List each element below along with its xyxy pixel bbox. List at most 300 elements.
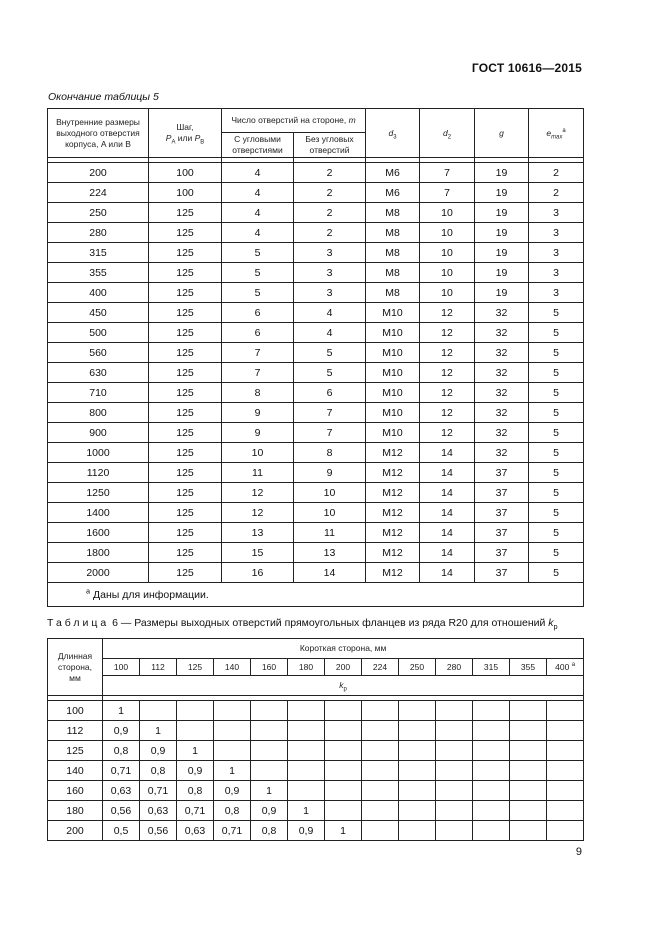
table-cell (399, 781, 436, 801)
table-cell: 2000 (48, 563, 149, 583)
table-row (48, 423, 584, 443)
table-row (48, 223, 584, 243)
table-cell: M12 (366, 463, 420, 483)
table-cell: 9 (222, 423, 294, 443)
table-cell: 10 (420, 283, 475, 303)
table-row (48, 343, 584, 363)
table-cell: 12 (420, 403, 475, 423)
table-cell: 2 (294, 163, 366, 183)
table-cell (547, 761, 584, 781)
table-cell (325, 741, 362, 761)
header-kp (103, 676, 584, 696)
table-row (48, 163, 584, 183)
column-header (399, 659, 436, 676)
table-cell: 4 (222, 223, 294, 243)
table-cell: 1600 (48, 523, 149, 543)
table-cell: 5 (529, 303, 584, 323)
table-cell: M10 (366, 363, 420, 383)
table-cell (325, 781, 362, 801)
header-with-corner: С угловыми отверстиями (222, 133, 294, 158)
table-row (48, 403, 584, 423)
table-cell (399, 721, 436, 741)
header-pitch-symbol-a: P (165, 133, 172, 143)
table-cell: 0,8 (103, 741, 140, 761)
table-cell: 5 (529, 383, 584, 403)
table-cell: 14 (294, 563, 366, 583)
column-header-label: 200 (335, 661, 351, 672)
table-cell: 32 (475, 423, 529, 443)
table-cell: 0,63 (140, 801, 177, 821)
table-cell: 10 (420, 243, 475, 263)
table-cell (140, 701, 177, 721)
table-cell: 3 (529, 263, 584, 283)
table-row (48, 523, 584, 543)
table-cell: 12 (420, 343, 475, 363)
table-cell: 100 (149, 183, 222, 203)
table-cell: 224 (48, 183, 149, 203)
table-cell: 7 (222, 343, 294, 363)
table-cell: 5 (529, 563, 584, 583)
table-cell: 1 (325, 821, 362, 841)
table-cell: 0,8 (177, 781, 214, 801)
header-inner-size: Внутренние размеры выходного отверстия корпуса, A или B (48, 109, 149, 158)
table-cell: 3 (529, 223, 584, 243)
table-cell: 5 (529, 323, 584, 343)
table-cell: 19 (475, 263, 529, 283)
table-cell (473, 821, 510, 841)
row-header-cell: 160 (48, 781, 103, 801)
table-cell: 125 (149, 323, 222, 343)
table-cell (510, 821, 547, 841)
table-cell: 0,9 (288, 821, 325, 841)
table-cell (436, 781, 473, 801)
table-cell: 12 (420, 423, 475, 443)
column-header-label: 355 (520, 661, 536, 672)
table-cell (362, 781, 399, 801)
header-long-side: Длинная сторона, мм (48, 639, 103, 696)
table-cell (473, 741, 510, 761)
table-cell: 1250 (48, 483, 149, 503)
table-cell: 0,71 (214, 821, 251, 841)
table-cell: 11 (222, 463, 294, 483)
table-cell: M12 (366, 563, 420, 583)
header-pitch (149, 109, 222, 158)
table-cell (547, 801, 584, 821)
table-cell: 125 (149, 503, 222, 523)
table-cell: 5 (222, 263, 294, 283)
table-cell: 5 (529, 503, 584, 523)
table-row (48, 363, 584, 383)
table-cell: 19 (475, 243, 529, 263)
header-short-side: Короткая сторона, мм (103, 639, 584, 659)
header-kp-symbol: k (339, 680, 344, 690)
table-cell: 125 (149, 523, 222, 543)
table-cell (473, 801, 510, 821)
column-header (177, 659, 214, 676)
table-cell (436, 701, 473, 721)
table-row (48, 741, 584, 761)
table-cell: 32 (475, 443, 529, 463)
table-cell: 3 (294, 263, 366, 283)
table-cell (510, 741, 547, 761)
table-row (48, 781, 584, 801)
column-header-label: 250 (409, 661, 425, 672)
table-cell: 19 (475, 223, 529, 243)
table-cell: 1000 (48, 443, 149, 463)
table-cell: 125 (149, 563, 222, 583)
table-cell: 12 (420, 323, 475, 343)
table-cell: 32 (475, 303, 529, 323)
table-cell (547, 721, 584, 741)
table-cell: 2 (529, 163, 584, 183)
table-cell: 500 (48, 323, 149, 343)
table-cell (436, 761, 473, 781)
table-row (48, 463, 584, 483)
header-emax-sub: max (551, 134, 563, 141)
column-header (214, 659, 251, 676)
table-cell: 10 (420, 203, 475, 223)
table-cell: 7 (420, 183, 475, 203)
table6-caption-label: Таблица (47, 617, 110, 629)
header-pitch-prefix: Шаг, (176, 122, 194, 132)
table-cell: 37 (475, 543, 529, 563)
table-cell: M10 (366, 423, 420, 443)
header-kp-sub: p (343, 686, 347, 693)
column-header-label: 280 (446, 661, 462, 672)
table-cell: 3 (294, 243, 366, 263)
table-cell (510, 781, 547, 801)
table-cell: 19 (475, 163, 529, 183)
table-cell: 12 (420, 303, 475, 323)
table-cell: 800 (48, 403, 149, 423)
table-cell: 5 (529, 543, 584, 563)
table-cell: 16 (222, 563, 294, 583)
table-cell: 100 (149, 163, 222, 183)
header-emax (529, 109, 584, 158)
table6-caption-symbol: k (548, 617, 554, 629)
table-cell: 1 (214, 761, 251, 781)
column-header-label: 400 (555, 661, 570, 672)
header-without-corner: Без угловых отверстий (294, 133, 366, 158)
table-cell: 125 (149, 543, 222, 563)
table-cell: 14 (420, 563, 475, 583)
column-header (140, 659, 177, 676)
table-cell (399, 761, 436, 781)
table6-column-headers (48, 659, 584, 676)
table-row (48, 203, 584, 223)
table-cell (288, 741, 325, 761)
table-cell: 10 (294, 483, 366, 503)
table-row (48, 303, 584, 323)
table-row (48, 721, 584, 741)
table-cell: 14 (420, 523, 475, 543)
table-cell: M8 (366, 283, 420, 303)
table-cell: 5 (529, 403, 584, 423)
header-g (475, 109, 529, 158)
row-header-cell: 125 (48, 741, 103, 761)
table-cell: 5 (529, 443, 584, 463)
column-header-label: 100 (113, 661, 129, 672)
column-header-label: 180 (298, 661, 314, 672)
table-cell (251, 761, 288, 781)
header-holes-count-text: Число отверстий на стороне, (231, 115, 347, 125)
table-row (48, 761, 584, 781)
table-cell (251, 701, 288, 721)
table-cell: 3 (529, 203, 584, 223)
header-d3 (366, 109, 420, 158)
table-cell: 5 (222, 283, 294, 303)
table-cell: 6 (222, 303, 294, 323)
table-cell (362, 761, 399, 781)
table-cell: 0,8 (251, 821, 288, 841)
table-cell (399, 801, 436, 821)
table-row (48, 503, 584, 523)
table-cell: 19 (475, 183, 529, 203)
table-cell: 4 (222, 203, 294, 223)
table-cell: 32 (475, 323, 529, 343)
table-cell: 12 (222, 503, 294, 523)
table-cell (251, 741, 288, 761)
table-cell (547, 701, 584, 721)
table-cell: M8 (366, 203, 420, 223)
table-cell: 3 (294, 283, 366, 303)
row-header-cell: 180 (48, 801, 103, 821)
table-cell: 14 (420, 443, 475, 463)
table-cell: 125 (149, 303, 222, 323)
table-cell: 280 (48, 223, 149, 243)
column-header (547, 659, 584, 676)
column-header-label: 315 (483, 661, 499, 672)
column-header (325, 659, 362, 676)
table6-caption-text: 6 — Размеры выходных отверстий прямоугольных фланцев из ряда R20 для отношений (109, 617, 549, 629)
table-cell: 710 (48, 383, 149, 403)
table-cell: M12 (366, 483, 420, 503)
table-row (48, 183, 584, 203)
table-cell: 125 (149, 243, 222, 263)
table-cell: 0,56 (140, 821, 177, 841)
table-cell: 5 (294, 363, 366, 383)
table6-caption-sub: p (553, 622, 558, 632)
table-row (48, 563, 584, 583)
table-cell: 0,63 (103, 781, 140, 801)
table-cell: 450 (48, 303, 149, 323)
table-cell: 6 (222, 323, 294, 343)
table-cell: 125 (149, 423, 222, 443)
table-cell: 12 (420, 363, 475, 383)
column-header (251, 659, 288, 676)
table-cell: 14 (420, 463, 475, 483)
table6-caption (47, 617, 558, 632)
table-cell: 4 (294, 323, 366, 343)
table-cell: 0,8 (140, 761, 177, 781)
table-cell: 9 (222, 403, 294, 423)
header-emax-symbol: e (546, 127, 552, 138)
table-cell (288, 781, 325, 801)
table-cell (288, 761, 325, 781)
row-header-cell: 100 (48, 701, 103, 721)
table-row (48, 243, 584, 263)
column-header (103, 659, 140, 676)
table-cell: 6 (294, 383, 366, 403)
header-pitch-sub-b: B (200, 139, 205, 146)
table-cell: 19 (475, 203, 529, 223)
table-cell (436, 721, 473, 741)
table-cell (547, 741, 584, 761)
header-d2-sub: 2 (447, 134, 452, 141)
column-header (473, 659, 510, 676)
table-cell: 2 (529, 183, 584, 203)
table-row (48, 801, 584, 821)
table-cell: 12 (222, 483, 294, 503)
table-cell: 5 (529, 343, 584, 363)
table-cell: 125 (149, 363, 222, 383)
table5-caption: Окончание таблицы 5 (48, 91, 159, 103)
table-cell: M10 (366, 303, 420, 323)
table-cell: 315 (48, 243, 149, 263)
table-cell: 13 (294, 543, 366, 563)
table-cell: 0,56 (103, 801, 140, 821)
table-cell: M12 (366, 443, 420, 463)
table-cell: 0,71 (140, 781, 177, 801)
table-cell: 125 (149, 443, 222, 463)
header-d2-symbol: d (442, 127, 448, 138)
table-cell: 37 (475, 523, 529, 543)
table-cell: 400 (48, 283, 149, 303)
table-cell: 19 (475, 283, 529, 303)
table-cell: 125 (149, 223, 222, 243)
column-header-note-mark: a (571, 661, 576, 668)
row-header-cell: 112 (48, 721, 103, 741)
column-header-label: 112 (151, 661, 165, 672)
table-cell: 0,8 (214, 801, 251, 821)
table-cell: 630 (48, 363, 149, 383)
table-cell (362, 701, 399, 721)
table-cell: 1800 (48, 543, 149, 563)
row-header-cell: 140 (48, 761, 103, 781)
table-cell: 11 (294, 523, 366, 543)
table-cell: 10 (420, 223, 475, 243)
table-cell: 32 (475, 383, 529, 403)
header-d3-sub: 3 (393, 134, 397, 141)
table-row (48, 283, 584, 303)
table-row (48, 821, 584, 841)
table-cell: 14 (420, 483, 475, 503)
table-row (48, 483, 584, 503)
table-cell (362, 801, 399, 821)
row-header-cell: 200 (48, 821, 103, 841)
table-cell (436, 741, 473, 761)
column-header (288, 659, 325, 676)
table-cell: 5 (529, 423, 584, 443)
table-cell (510, 761, 547, 781)
table-cell: 1400 (48, 503, 149, 523)
table-cell: 7 (294, 403, 366, 423)
table-cell: 125 (149, 203, 222, 223)
table-cell: 5 (529, 363, 584, 383)
table-cell: M10 (366, 323, 420, 343)
column-header (436, 659, 473, 676)
table-cell (399, 741, 436, 761)
document-code: ГОСТ 10616—2015 (471, 61, 582, 75)
table-cell: 2 (294, 203, 366, 223)
table-cell: 3 (529, 243, 584, 263)
table-cell: 2 (294, 183, 366, 203)
table6 (47, 638, 584, 841)
table-cell: M8 (366, 223, 420, 243)
footnote-mark: a (86, 586, 91, 595)
column-header-label: 140 (224, 661, 240, 672)
table-cell (510, 801, 547, 821)
table-cell: 4 (294, 303, 366, 323)
table-cell: 37 (475, 483, 529, 503)
table-cell: M10 (366, 403, 420, 423)
table-cell: 4 (222, 183, 294, 203)
table-cell (362, 821, 399, 841)
table-cell: 13 (222, 523, 294, 543)
table5 (47, 108, 584, 607)
table-cell (547, 781, 584, 801)
header-pitch-sub-a: A (171, 139, 176, 146)
table-cell: 125 (149, 403, 222, 423)
table-cell: 10 (294, 503, 366, 523)
table-cell (510, 701, 547, 721)
table-cell (473, 781, 510, 801)
table-cell: 32 (475, 343, 529, 363)
header-emax-sup: a (562, 127, 566, 134)
table-cell: 0,5 (103, 821, 140, 841)
table-cell: 12 (420, 383, 475, 403)
table-cell: 125 (149, 483, 222, 503)
table-cell (547, 821, 584, 841)
table-cell (214, 721, 251, 741)
table-cell: M6 (366, 183, 420, 203)
table-cell: 37 (475, 503, 529, 523)
table-cell: 125 (149, 283, 222, 303)
table-cell: 8 (222, 383, 294, 403)
table-cell: 1120 (48, 463, 149, 483)
table-row (48, 701, 584, 721)
header-pitch-symbol-b: P (194, 133, 201, 143)
table-cell: 0,63 (177, 821, 214, 841)
table-cell (510, 721, 547, 741)
table-row (48, 383, 584, 403)
table-cell (473, 721, 510, 741)
table-cell: 37 (475, 463, 529, 483)
table-cell (325, 701, 362, 721)
table-cell (177, 701, 214, 721)
table-cell: 10 (420, 263, 475, 283)
table-cell: 7 (420, 163, 475, 183)
table-cell (288, 721, 325, 741)
table-cell: 0,9 (214, 781, 251, 801)
table-cell (399, 701, 436, 721)
table-cell: 3 (529, 283, 584, 303)
table-cell: 32 (475, 363, 529, 383)
column-header (362, 659, 399, 676)
table-cell: M10 (366, 343, 420, 363)
table-cell: 1 (288, 801, 325, 821)
table-cell (436, 801, 473, 821)
table-cell: 7 (222, 363, 294, 383)
page-number: 9 (575, 846, 582, 858)
table-cell: 5 (529, 523, 584, 543)
header-holes-count-symbol: m (348, 115, 356, 125)
table-cell (473, 761, 510, 781)
table-cell (251, 721, 288, 741)
table-cell: M6 (366, 163, 420, 183)
table-cell: 0,9 (103, 721, 140, 741)
header-pitch-or: или (175, 133, 195, 143)
